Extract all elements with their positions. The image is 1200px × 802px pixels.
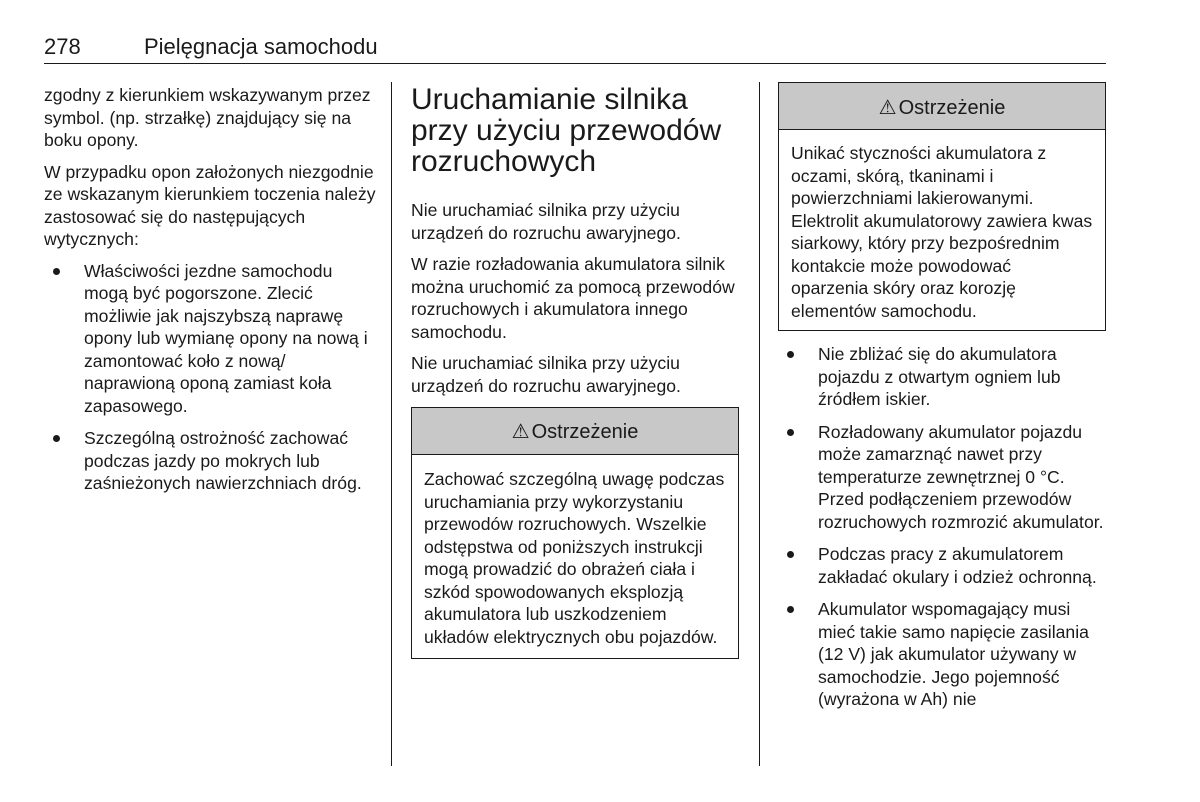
list-item [778,421,1106,534]
page-header [44,32,1106,66]
warning-triangle-icon: ⚠ [511,421,530,443]
warning-box [411,407,739,659]
paragraph: W razie rozładowania akumulatora silnik można uruchomić za pomocą przewodów rozruchowych i akumulatora innego samochodu. [411,254,735,342]
list-item [778,598,1106,711]
list-item [44,260,379,418]
paragraph: Nie uruchamiać silnika przy użyciu urządzeń do rozruchu awaryjnego. [411,353,681,396]
list-item-text: Podczas pracy z akumulatorem zakładać okulary i odzież ochronną. [818,544,1097,587]
bullet-icon [53,268,60,275]
list-item-text: Rozładowany akumulator pojazdu może zamarznąć nawet przy temperaturze zewnętrznej 0 °C. Przed podłączeniem przewodów rozruchowych rozmrozić akumulator. [818,421,1104,532]
paragraph: Nie uruchamiać silnika przy użyciu urządzeń do rozruchu awaryjnego. [411,200,681,243]
warning-box [778,82,1106,331]
column-2 [411,84,743,659]
list-item-text: Szczególną ostrożność zachować podczas jazdy po mokrych lub zaśnieżonych nawierzchniach dróg. [84,428,362,493]
column-divider-2 [759,82,760,766]
bullet-icon [787,551,794,558]
list-item [778,343,1106,411]
warning-header [412,408,738,455]
list-item [778,543,1106,588]
warning-title: Ostrzeżenie [898,97,1006,119]
warning-text: Unikać styczności akumulatora z oczami, skórą, tkaninami i powierzchniami lakierowanymi. Elektrolit akumulatorowy zawiera kwas siarkowy, który przy bezpośrednim kontakcie może powodować oparzenia skóry oraz korozję elementów samochodu. [791,143,1093,321]
bullet-icon [787,351,794,358]
column-divider-1 [391,82,392,766]
warning-text: Zachować szczególną uwagę podczas uruchamiania przy wykorzystaniu przewodów rozruchowych. Wszelkie odstępstwa od poniższych instrukcji mogą prowadzić do obrażeń ciała i szkód spowodowanych eksplozją akumulatora lub uszkodzeniem układów elektrycznych obu pojazdów. [424,469,725,647]
list-item [44,427,379,495]
bullet-icon [787,606,794,613]
warning-title: Ostrzeżenie [531,421,639,443]
bullet-list [44,260,379,495]
list-item-text: Właściwości jezdne samochodu mogą być pogorszone. Zlecić możliwie jak najszybszą naprawę opony lub wymianę opony na nową i zamontować koło z nową/ naprawioną oponą zamiast koła zapasowego. [84,260,368,416]
header-divider [44,63,1106,64]
list-item-text: Akumulator wspomagający musi mieć takie samo napięcie zasilania (12 V) jak akumulator używany w samochodzie. Jego pojemność (wyrażona w Ah) nie [818,599,1089,709]
chapter-title: Pielęgnacja samochodu [144,34,378,59]
paragraph: W przypadku opon założonych niezgodnie ze wskazanym kierunkiem toczenia należy zastosować się do następujących wytycznych: [44,161,376,249]
bullet-icon [787,429,794,436]
list-item-text: Nie zbliżać się do akumulatora pojazdu z otwartym ogniem lub źródłem iskier. [818,344,1061,409]
column-1 [44,84,379,505]
warning-triangle-icon: ⚠ [878,97,897,119]
column-3 [778,82,1106,721]
paragraph: zgodny z kierunkiem wskazywanym przez symbol. (np. strzałkę) znajdujący się na boku opony. [44,85,371,150]
section-heading: Uruchamianie silnika przy użyciu przewodów rozruchowych [411,83,722,178]
page-number: 278 [44,34,81,59]
warning-header [779,83,1105,130]
bullet-list [778,343,1106,711]
bullet-icon [53,435,60,442]
